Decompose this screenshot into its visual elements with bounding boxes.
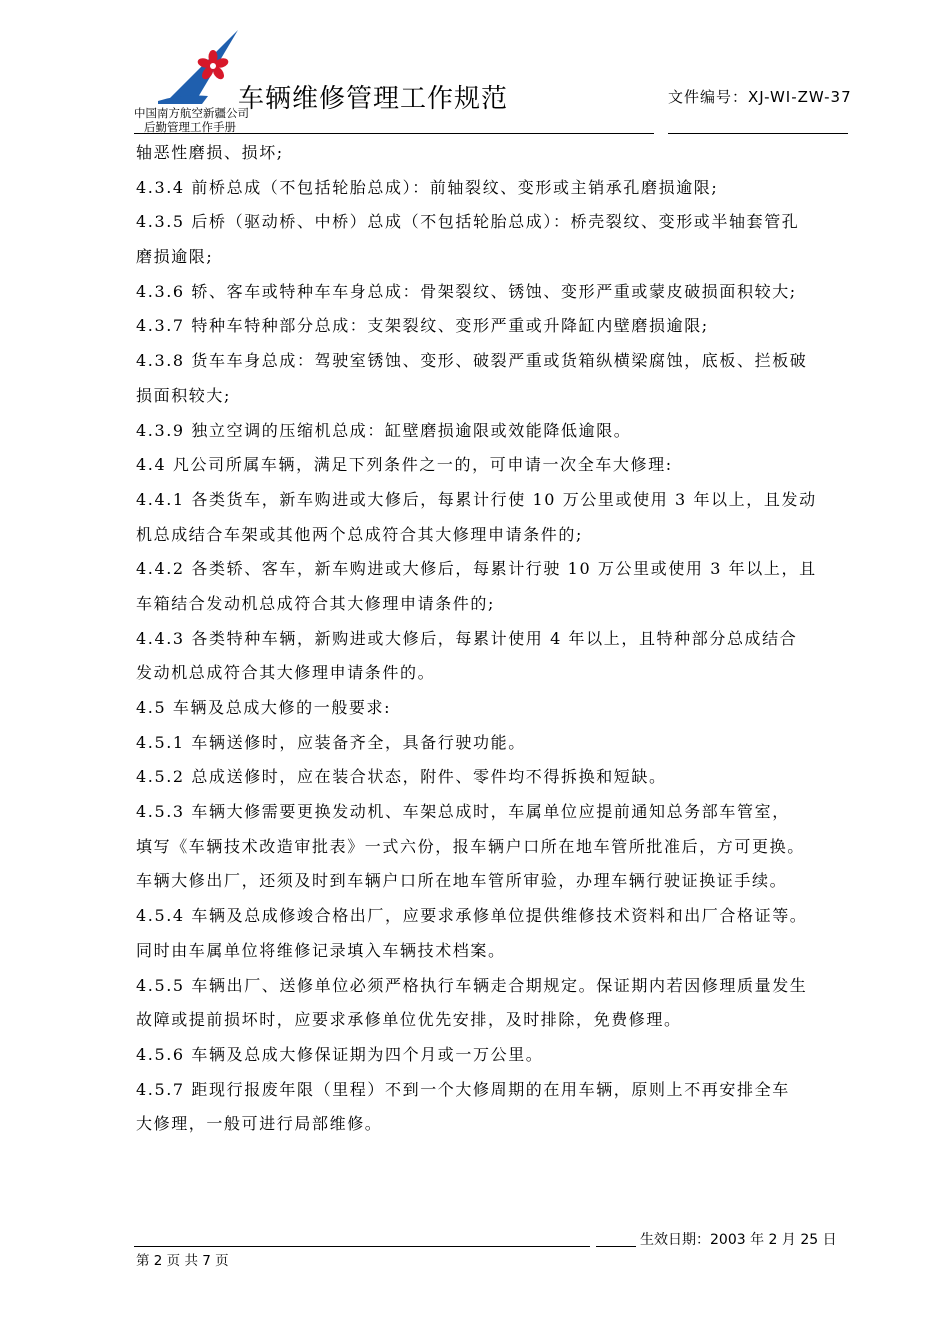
body-line: 4.4 凡公司所属车辆，满足下列条件之一的，可申请一次全车大修理: xyxy=(136,455,673,475)
body-line: 故障或提前损坏时，应要求承修单位优先安排，及时排除，免费修理。 xyxy=(136,1010,682,1030)
body-line: 4.5.2 总成送修时，应在装合状态，附件、零件均不得拆换和短缺。 xyxy=(136,767,667,787)
body-line: 4.4.2 各类轿、客车，新车购进或大修后，每累计行驶 10 万公里或使用 3 年以上，且 xyxy=(136,559,817,579)
body-line: 4.3.9 独立空调的压缩机总成：缸壁磨损逾限或效能降低逾限。 xyxy=(136,420,632,440)
footer-divider-left xyxy=(134,1246,590,1247)
company-line-2: 后勤管理工作手册 xyxy=(144,120,236,134)
footer-divider-right xyxy=(596,1246,636,1247)
body-line: 填写《车辆技术改造审批表》一式六份，报车辆户口所在地车管所批准后，方可更换。 xyxy=(136,836,805,856)
body-line: 4.3.4 前桥总成（不包括轮胎总成）：前轴裂纹、变形或主销承孔磨损逾限; xyxy=(136,177,719,197)
body-line: 车辆大修出厂，还须及时到车辆户口所在地车管所审验，办理车辆行驶证换证手续。 xyxy=(136,871,788,891)
body-line: 4.5.3 车辆大修需要更换发动机、车架总成时，车属单位应提前通知总务部车管室， xyxy=(136,802,790,822)
company-name xyxy=(134,106,249,134)
body-line: 4.3.8 货车车身总成：驾驶室锈蚀、变形、破裂严重或货箱纵横梁腐蚀，底板、拦板破 xyxy=(136,351,808,371)
body-line: 4.5 车辆及总成大修的一般要求: xyxy=(136,698,392,717)
kapok-flower-logo-icon xyxy=(158,30,238,104)
body-line: 同时由车属单位将维修记录填入车辆技术档案。 xyxy=(136,940,506,960)
header-divider-right xyxy=(668,133,848,134)
document-number: 文件编号：XJ-WI-ZW-37 xyxy=(668,88,852,106)
body-line: 损面积较大; xyxy=(136,385,231,405)
page-number: 第 2 页 共 7 页 xyxy=(136,1253,229,1269)
document-title: 车辆维修管理工作规范 xyxy=(238,84,509,114)
body-line: 4.5.6 车辆及总成大修保证期为四个月或一万公里。 xyxy=(136,1044,544,1064)
body-line: 4.5.4 车辆及总成修竣合格出厂，应要求承修单位提供维修技术资料和出厂合格证等。 xyxy=(136,906,808,926)
body-line: 4.5.7 距现行报废年限（里程）不到一个大修周期的在用车辆，原则上不再安排全车 xyxy=(136,1079,790,1099)
body-line: 4.3.5 后桥（驱动桥、中桥）总成（不包括轮胎总成）：桥壳裂纹、变形或半轴套管孔 xyxy=(136,212,800,232)
company-line-1: 中国南方航空新疆公司 xyxy=(134,106,249,120)
effective-date: 生效日期：2003 年 2 月 25 日 xyxy=(640,1232,837,1248)
body-line: 4.5.1 车辆送修时，应装备齐全，具备行驶功能。 xyxy=(136,732,526,752)
body-line: 轴恶性磨损、损坏; xyxy=(136,143,284,162)
document-body xyxy=(136,136,866,1142)
body-line: 车箱结合发动机总成符合其大修理申请条件的; xyxy=(136,593,495,613)
body-line: 发动机总成符合其大修理申请条件的。 xyxy=(136,663,436,683)
body-line: 4.3.7 特种车特种部分总成：支架裂纹、变形严重或升降缸内壁磨损逾限; xyxy=(136,316,709,336)
body-line: 4.4.1 各类货车，新车购进或大修后，每累计行使 10 万公里或使用 3 年以上，且发动 xyxy=(136,489,817,509)
header-divider-left xyxy=(134,133,654,134)
body-line: 磨损逾限; xyxy=(136,247,214,267)
body-line: 4.5.5 车辆出厂、送修单位必须严格执行车辆走合期规定。保证期内若因修理质量发生 xyxy=(136,975,808,995)
body-line: 4.3.6 轿、客车或特种车车身总成：骨架裂纹、锈蚀、变形严重或蒙皮破损面积较大; xyxy=(136,281,797,301)
body-line: 4.4.3 各类特种车辆，新购进或大修后，每累计使用 4 年以上，且特种部分总成结合 xyxy=(136,628,798,648)
body-line: 大修理，一般可进行局部维修。 xyxy=(136,1114,383,1134)
body-line: 机总成结合车架或其他两个总成符合其大修理申请条件的; xyxy=(136,524,583,544)
